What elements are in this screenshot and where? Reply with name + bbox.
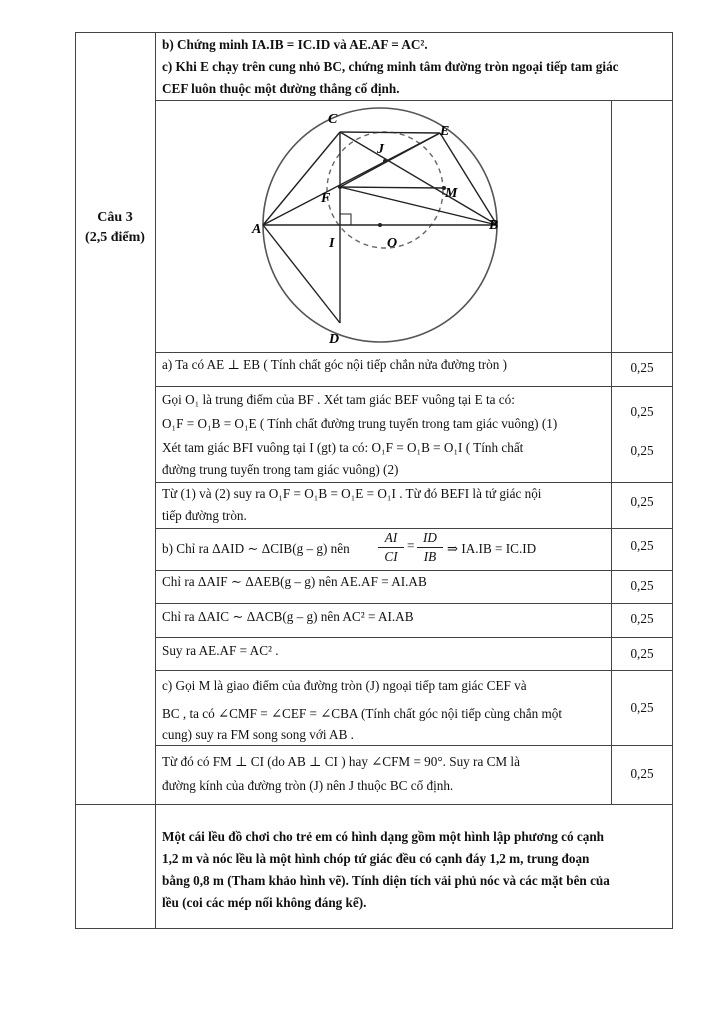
row-o1-score1: 0,25 xyxy=(630,404,654,419)
row-cyclic-line2: tiếp đường tròn. xyxy=(162,508,247,523)
row-aic-score: 0,25 xyxy=(630,611,654,626)
row-a-text: a) Ta có AE ⊥ EB ( Tính chất góc nội tiếp chắn nửa đường tròn ) xyxy=(162,357,508,372)
question-label xyxy=(75,208,155,248)
question-number: Câu 3 xyxy=(97,210,133,225)
fraction-denominator: IB xyxy=(417,547,443,566)
row-b-pre: b) Chỉ ra ΔAID ∼ ΔCIB(g – g) nên xyxy=(162,541,350,556)
label-e: E xyxy=(440,124,450,139)
row-cyclic-score: 0,25 xyxy=(630,494,654,509)
next-problem-line1: Một cái lều đồ chơi cho trẻ em có hình dạng gồm một hình lập phương có cạnh xyxy=(162,829,604,844)
label-j: J xyxy=(377,142,384,157)
point-o xyxy=(378,223,382,227)
label-b: B xyxy=(489,218,499,233)
label-i: I xyxy=(329,236,335,251)
row-cyclic-line1: Từ (1) và (2) suy ra O₁F = O₁B = O₁E = O₁I . Từ đó BEFI là tứ giác nội xyxy=(162,486,542,501)
column-divider-left xyxy=(155,32,156,929)
label-o: O xyxy=(387,236,398,251)
row-final-line1: Từ đó có FM ⊥ CI (do AB ⊥ CI ) hay ∠CFM = 90°. Suy ra CM là xyxy=(162,754,520,769)
next-problem-line2: 1,2 m và nóc lều là một hình chóp tứ giác đều có cạnh đáy 1,2 m, trung đoạn xyxy=(162,851,590,866)
row-c-line1: c) Gọi M là giao điểm của đường tròn (J) ngoại tiếp tam giác CEF và xyxy=(162,678,527,693)
segment-fb xyxy=(340,187,497,225)
row-aic-text: Chỉ ra ΔAIC ∼ ΔACB(g – g) nên AC² = AI.AB xyxy=(162,609,414,624)
part-c-statement-line1: c) Khi E chạy trên cung nhỏ BC, chứng minh tâm đường tròn ngoại tiếp tam giác xyxy=(162,59,619,74)
row-divider xyxy=(155,528,673,529)
row-divider xyxy=(75,804,673,805)
next-problem-line4: lều (coi các mép nối không đáng kể). xyxy=(162,895,367,910)
segment-cb xyxy=(340,132,497,225)
fraction-ai-ci xyxy=(378,529,404,566)
circle-j xyxy=(327,132,443,248)
row-b-post: ⇒ IA.IB = IC.ID xyxy=(447,541,537,556)
question-points: (2,5 điểm) xyxy=(85,230,145,245)
row-aif-text: Chỉ ra ΔAIF ∼ ΔAEB(g – g) nên AE.AF = AI.AB xyxy=(162,574,427,589)
point-f xyxy=(338,185,342,189)
row-aif-score: 0,25 xyxy=(630,578,654,593)
fraction-denominator: CI xyxy=(378,547,404,566)
row-conclude-score: 0,25 xyxy=(630,646,654,661)
row-c-score: 0,25 xyxy=(630,700,654,715)
right-angle-mark xyxy=(340,214,351,225)
row-o1-line1: Gọi O₁ là trung điểm của BF . Xét tam giác BEF vuông tại E ta có: xyxy=(162,392,515,407)
label-d: D xyxy=(329,332,340,347)
label-f: F xyxy=(321,191,331,206)
row-divider xyxy=(155,100,673,101)
row-final-score: 0,25 xyxy=(630,766,654,781)
fraction-id-ib xyxy=(417,529,443,566)
segment-eb xyxy=(440,133,497,225)
row-divider xyxy=(155,637,673,638)
row-conclude-text: Suy ra AE.AF = AC² . xyxy=(162,643,279,658)
row-a-score: 0,25 xyxy=(630,360,654,375)
row-c-line2: BC , ta có ∠CMF = ∠CEF = ∠CBA (Tính chất góc nội tiếp cùng chắn một xyxy=(162,706,563,721)
row-divider xyxy=(155,352,673,353)
label-m: M xyxy=(445,186,458,201)
row-c-line3: cung) suy ra FM song song với AB . xyxy=(162,727,354,742)
row-divider xyxy=(155,603,673,604)
segment-fm xyxy=(340,187,444,188)
fraction-numerator: ID xyxy=(423,530,437,545)
row-o1-line2: O₁F = O₁B = O₁E ( Tính chất đường trung tuyến trong tam giác vuông) (1) xyxy=(162,416,558,431)
part-c-statement-line2: CEF luôn thuộc một đường thẳng cố định. xyxy=(162,81,400,96)
equals-sign: = xyxy=(407,538,415,553)
row-divider xyxy=(155,670,673,671)
row-divider xyxy=(155,386,673,387)
segment-ce xyxy=(340,132,440,133)
row-o1-line4: đường trung tuyến trong tam giác vuông) (2) xyxy=(162,462,399,477)
part-b-statement: b) Chứng minh IA.IB = IC.ID và AE.AF = AC². xyxy=(162,37,428,52)
row-b-score: 0,25 xyxy=(630,538,654,553)
label-a: A xyxy=(252,222,262,237)
row-o1-line3: Xét tam giác BFI vuông tại I (gt) ta có: O₁F = O₁B = O₁I ( Tính chất xyxy=(162,440,524,455)
row-final-line2: đường kính của đường tròn (J) nên J thuộc BC cố định. xyxy=(162,778,454,793)
row-o1-score2: 0,25 xyxy=(630,443,654,458)
fraction-numerator: AI xyxy=(384,530,398,545)
label-c: C xyxy=(328,112,338,127)
next-problem-line3: bằng 0,8 m (Tham khảo hình vẽ). Tính diện tích vải phủ nóc và các mặt bên của xyxy=(162,873,610,888)
geometry-figure xyxy=(240,105,520,351)
point-j xyxy=(383,159,387,163)
